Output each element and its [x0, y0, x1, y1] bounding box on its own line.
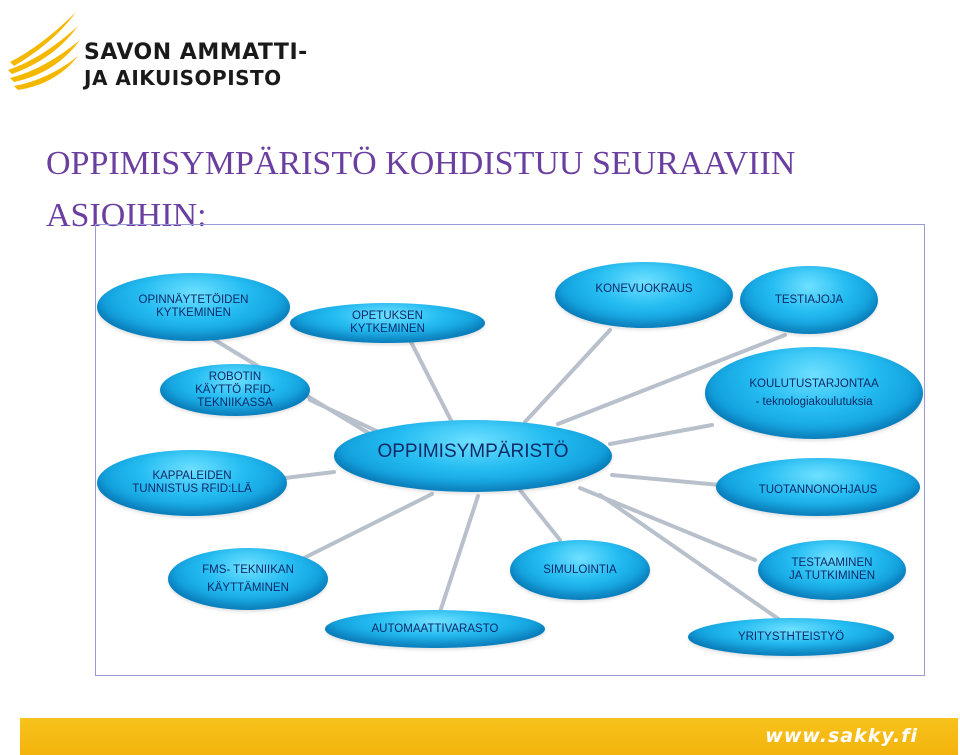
node-testiajoja-label: TESTIAJOJA [774, 293, 844, 306]
node-simulointia-label: SIMULOINTIA [543, 563, 617, 576]
node-testaaminen-label: TESTAAMINEN JA TUTKIMINEN [788, 557, 876, 582]
logo [8, 6, 308, 96]
node-center-oppimisymparisto [334, 420, 612, 492]
node-fms [168, 548, 328, 610]
logo-text-line2: JA AIKUISOPISTO [84, 66, 282, 90]
node-yritysyhteistyo-label: YRITYSTHTEISTYÖ [737, 630, 845, 643]
footer-url: www.sakky.fi [765, 725, 918, 747]
node-automaattivarasto [325, 610, 545, 648]
node-opetuksen [290, 303, 485, 343]
node-kappaleiden-label: KAPPALEIDEN TUNNISTUS RFID:LLÄ [132, 470, 252, 495]
node-testaaminen [758, 540, 906, 600]
node-testiajoja [740, 266, 878, 334]
node-tuotannonohjaus [716, 458, 920, 516]
node-automaattivarasto-label: AUTOMAATTIVARASTO [371, 622, 499, 635]
node-center-label: OPPIMISYMPÄRISTÖ [377, 441, 569, 462]
node-tuotannonohjaus-label: TUOTANNONOHJAUS [758, 483, 878, 496]
node-opinnaytetoiden [97, 273, 290, 341]
node-simulointia [510, 540, 650, 600]
node-konevuokraus [555, 262, 733, 328]
page-title: OPPIMISYMPÄRISTÖ KOHDISTUU SEURAAVIIN ASIOIHIN: [46, 145, 796, 234]
node-fms-label: FMS- TEKNIIKAN KÄYTTÄMINEN [202, 564, 294, 594]
logo-mark-icon [8, 6, 86, 96]
node-kappaleiden [97, 450, 287, 516]
footer-bar [20, 718, 958, 755]
node-robotin [160, 364, 310, 416]
logo-text-line1: SAVON AMMATTI- [84, 40, 308, 65]
node-yritysyhteistyo [688, 618, 894, 656]
node-opetuksen-label: OPETUKSEN KYTKEMINEN [350, 310, 425, 335]
node-konevuokraus-label: KONEVUOKRAUS [595, 282, 693, 295]
node-opinnaytetoiden-label: OPINNÄYTETÖIDEN KYTKEMINEN [138, 294, 249, 319]
node-robotin-label: ROBOTIN KÄYTTÖ RFID- TEKNIIKASSA [195, 370, 275, 409]
node-koulutustarjontaa [705, 347, 923, 439]
node-koulutustarjontaa-label: KOULUTUSTARJONTAA - teknologiakoulutuksia [749, 378, 879, 408]
